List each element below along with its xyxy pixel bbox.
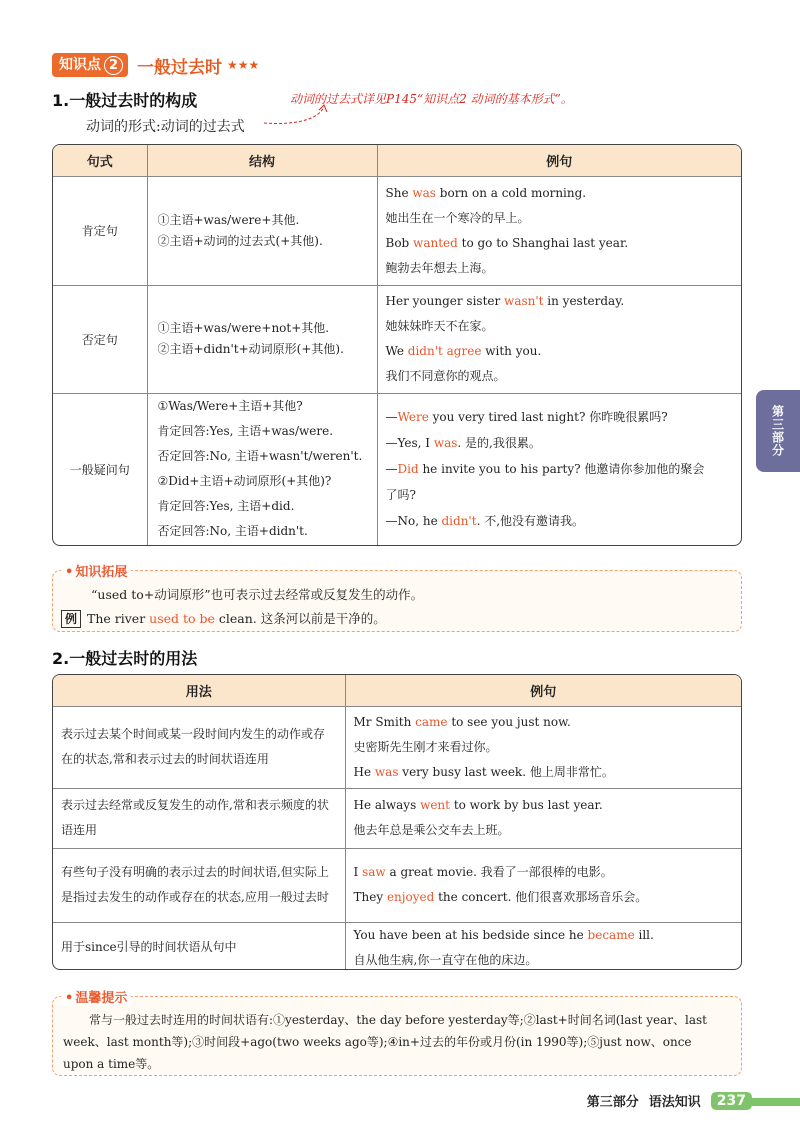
expansion-example: 例 The river used to be clean. 这条河以前是干净的。 bbox=[61, 609, 386, 628]
footer-part: 第三部分 bbox=[586, 1095, 639, 1110]
example-cell bbox=[345, 788, 741, 848]
handwritten-note: 动词的过去式详见P145“知识点2 动词的基本形式”。 bbox=[290, 92, 573, 106]
curved-arrow-icon bbox=[262, 103, 332, 127]
structure-line: ①主语+was/were+not+其他. bbox=[157, 321, 330, 335]
topic-header bbox=[52, 53, 259, 77]
section-title-2: 2.一般过去时的用法 bbox=[52, 649, 198, 668]
structure-line: ②主语+动词的过去式(+其他). bbox=[157, 233, 323, 248]
sentence-type: 一般疑问句 bbox=[53, 393, 147, 545]
table-row bbox=[53, 393, 741, 545]
example-cell bbox=[345, 922, 741, 970]
example-line: I saw a great movie. 我看了一部很棒的电影。 bbox=[353, 865, 613, 879]
tips-line: week、last month等);③时间段+ago(two weeks ago等);④in+过去的年份或月份(in 1990等);⑤just now、once bbox=[63, 1035, 692, 1049]
knowledge-expansion-box bbox=[52, 565, 742, 632]
example-cell bbox=[377, 176, 741, 285]
box-label: • 温馨提示 bbox=[61, 987, 131, 1006]
example-line: 鲍勃去年想去上海。 bbox=[385, 260, 494, 275]
table-row bbox=[53, 848, 741, 922]
example-line: She was born on a cold morning. bbox=[385, 185, 587, 200]
example-line: 她妹妹昨天不在家。 bbox=[385, 319, 494, 333]
table-header: 结构 bbox=[147, 145, 377, 176]
footer-section: 语法知识 bbox=[648, 1095, 701, 1110]
structure-line: 肯定回答:Yes, 主语+was/were. bbox=[157, 424, 334, 439]
table-row bbox=[53, 706, 741, 788]
side-section-tab[interactable]: 第三部分 bbox=[756, 390, 800, 472]
example-line: Her younger sister wasn't in yesterday. bbox=[385, 294, 625, 308]
example-line: 了吗? bbox=[385, 488, 416, 503]
page-footer bbox=[587, 1091, 752, 1110]
tips-line: upon a time等。 bbox=[63, 1057, 160, 1071]
structure-line: 否定回答:No, 主语+wasn't/weren't. bbox=[157, 449, 363, 464]
example-line: —Did he invite you to his party? 他邀请你参加他的聚会 bbox=[385, 462, 705, 477]
table-row bbox=[53, 788, 741, 848]
tips-line: 常与一般过去时连用的时间状语有:①yesterday、the day before yesterday等;②last+时间名词(last year、last bbox=[89, 1013, 707, 1027]
example-cell bbox=[377, 285, 741, 393]
expansion-text: “used to+动词原形”也可表示过去经常或反复发生的动作。 bbox=[91, 587, 424, 602]
structure-table bbox=[52, 144, 742, 546]
box-label: • 知识拓展 bbox=[61, 561, 131, 580]
example-line: We didn't agree with you. bbox=[385, 344, 542, 358]
structure-line: ②Did+主语+动词原形(+其他)? bbox=[157, 474, 332, 489]
usage-cell: 有些句子没有明确的表示过去的时间状语,但实际上是指过去发生的动作或存在的状态,应用一般过去时 bbox=[53, 848, 345, 922]
topic-number: 2 bbox=[104, 56, 123, 75]
structure-cell bbox=[147, 393, 377, 545]
example-line: Mr Smith came to see you just now. bbox=[353, 714, 571, 729]
footer-bar bbox=[752, 1098, 800, 1106]
example-line: He always went to work by bus last year. bbox=[353, 798, 603, 812]
structure-line: ②主语+didn't+动词原形(+其他). bbox=[157, 342, 344, 356]
topic-title: 一般过去时 bbox=[137, 57, 222, 78]
usage-cell: 用于since引导的时间状语从句中 bbox=[53, 922, 345, 970]
structure-line: 肯定回答:Yes, 主语+did. bbox=[157, 499, 295, 514]
table-header-row bbox=[53, 145, 741, 176]
usage-cell: 表示过去某个时间或某一段时间内发生的动作或存在的状态,常和表示过去的时间状语连用 bbox=[53, 706, 345, 788]
example-line: 史密斯先生刚才来看过你。 bbox=[353, 739, 498, 754]
topic-badge bbox=[52, 53, 128, 77]
section-title-1: 1.一般过去时的构成 bbox=[52, 91, 198, 110]
structure-line: 否定回答:No, 主语+didn't. bbox=[157, 524, 308, 539]
example-line: Bob wanted to go to Shanghai last year. bbox=[385, 235, 629, 250]
example-line: He was very busy last week. 他上周非常忙。 bbox=[353, 764, 614, 779]
table-header: 句式 bbox=[53, 145, 147, 176]
structure-cell bbox=[147, 285, 377, 393]
table-row bbox=[53, 176, 741, 285]
table-row bbox=[53, 922, 741, 970]
sentence-type: 否定句 bbox=[53, 285, 147, 393]
example-cell bbox=[345, 706, 741, 788]
table-row bbox=[53, 285, 741, 393]
example-line: They enjoyed the concert. 他们很喜欢那场音乐会。 bbox=[353, 890, 648, 904]
usage-cell: 表示过去经常或反复发生的动作,常和表示频度的状语连用 bbox=[53, 788, 345, 848]
table-header: 例句 bbox=[345, 675, 741, 706]
example-line: You have been at his bedside since he became ill. bbox=[353, 927, 654, 942]
structure-line: ①主语+was/were+其他. bbox=[157, 212, 300, 227]
table-header: 用法 bbox=[53, 675, 345, 706]
structure-cell bbox=[147, 176, 377, 285]
verb-form-line: 动词的形式:动词的过去式 bbox=[86, 119, 245, 135]
table-header: 例句 bbox=[377, 145, 741, 176]
example-line: —Yes, I was. 是的,我很累。 bbox=[385, 436, 541, 451]
example-cell bbox=[345, 848, 741, 922]
example-line: 她出生在一个寒冷的早上。 bbox=[385, 210, 530, 225]
example-line: 我们不同意你的观点。 bbox=[385, 369, 506, 383]
star-rating-icon: ★★★ bbox=[227, 58, 260, 72]
example-badge: 例 bbox=[61, 610, 81, 628]
example-line: —No, he didn't. 不,他没有邀请我。 bbox=[385, 514, 585, 529]
example-cell bbox=[377, 393, 741, 545]
structure-line: ①Was/Were+主语+其他? bbox=[157, 399, 303, 414]
example-line: —Were you very tired last night? 你昨晚很累吗? bbox=[385, 410, 668, 425]
usage-table bbox=[52, 674, 742, 970]
topic-badge-label: 知识点 bbox=[59, 57, 101, 73]
sentence-type: 肯定句 bbox=[53, 176, 147, 285]
tips-box bbox=[52, 991, 742, 1076]
page-number: 237 bbox=[711, 1092, 752, 1110]
example-line: 自从他生病,你一直守在他的床边。 bbox=[353, 952, 538, 967]
example-line: 他去年总是乘公交车去上班。 bbox=[353, 823, 510, 837]
table-header-row bbox=[53, 675, 741, 706]
